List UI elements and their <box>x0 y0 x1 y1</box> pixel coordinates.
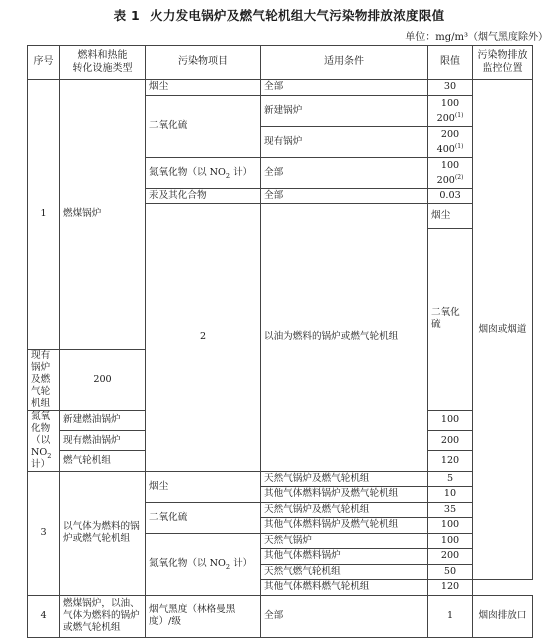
limit-cell: 5 <box>428 471 473 487</box>
condition-cell: 新建燃油锅炉 <box>60 410 146 430</box>
footnote-ref: (2) <box>454 173 464 181</box>
limit-cell: 0.03 <box>428 188 473 204</box>
pollutant-cell: 烟气黑度（林格曼黑度）/级 <box>146 595 261 637</box>
header-seq: 序号 <box>28 46 60 80</box>
pollutant-cell: 氮氧化物（以 $NO_2$ 计） <box>146 157 261 188</box>
limit-cell: 100 <box>428 533 473 549</box>
limit-value: 200$^{(2)}$ <box>436 173 464 186</box>
footnote-ref: (1) <box>454 111 464 119</box>
limit-cell: 120 <box>428 451 473 471</box>
limit-cell: 100 <box>428 410 473 430</box>
limit-cell: 30 <box>428 80 473 96</box>
pollutant-cell: 二氧化硫 <box>428 228 473 410</box>
limit-value: 200 <box>440 128 460 140</box>
condition-cell: 天然气锅炉 <box>261 533 428 549</box>
limit-cell <box>428 95 473 126</box>
fuel-cell: 以油为燃料的锅炉或燃气轮机组 <box>261 204 428 472</box>
pollutant-cell: 二氧化硫 <box>146 95 261 157</box>
header-pollutant: 污染物项目 <box>146 46 261 80</box>
fuel-cell: 燃煤锅炉 <box>60 80 146 350</box>
table-row <box>28 80 533 96</box>
seq-cell: 3 <box>28 471 60 595</box>
limit-value: 100 <box>440 159 460 171</box>
limit-cell: 10 <box>428 487 473 503</box>
pollutant-cell: 汞及其化合物 <box>146 188 261 204</box>
limit-value: 100 <box>440 97 460 109</box>
limit-value: 400$^{(1)}$ <box>436 142 464 155</box>
limit-cell: 200 <box>428 549 473 565</box>
table-row <box>28 595 533 637</box>
fuel-cell: 以气体为燃料的锅炉或燃气轮机组 <box>60 471 146 595</box>
condition-cell: 现有锅炉 <box>261 126 428 157</box>
condition-cell: 燃气轮机组 <box>60 451 146 471</box>
limit-cell: 120 <box>428 580 473 596</box>
limit-cell: 1 <box>428 595 473 637</box>
condition-cell: 全部 <box>261 595 428 637</box>
condition-cell: 其他气体燃料锅炉 <box>261 549 428 565</box>
header-monitor <box>473 46 533 80</box>
limit-cell: 35 <box>428 502 473 518</box>
limit-cell: 200 <box>60 349 146 410</box>
header-limit: 限值 <box>428 46 473 80</box>
header-row <box>28 46 533 80</box>
seq-cell: 4 <box>28 595 60 637</box>
monitor-cell: 烟囱排放口 <box>473 595 533 637</box>
pollutant-cell: 烟尘 <box>146 471 261 502</box>
seq-cell: 1 <box>28 80 60 350</box>
footnote-ref: (1) <box>454 142 464 150</box>
condition-cell: 天然气锅炉及燃气轮机组 <box>261 502 428 518</box>
limit-cell: 200 <box>428 431 473 451</box>
condition-cell: 天然气锅炉及燃气轮机组 <box>261 471 428 487</box>
condition-cell: 其他气体燃料锅炉及燃气轮机组 <box>261 518 428 534</box>
pollutant-cell: 烟尘 <box>428 204 473 229</box>
pollutant-cell: 氮氧化物（以 $NO_2$ 计） <box>28 410 60 471</box>
unit-note: 单位：mg/m³（烟气黑度除外） <box>405 32 548 43</box>
header-monitor-line2: 监控位置 <box>482 62 523 74</box>
condition-cell: 全部 <box>261 80 428 96</box>
condition-cell: 全部 <box>261 188 428 204</box>
table-title <box>0 6 558 24</box>
condition-cell: 现有燃油锅炉 <box>60 431 146 451</box>
header-monitor-line1: 污染物排放 <box>477 50 528 61</box>
header-fuel <box>60 46 146 80</box>
header-fuel-line1: 燃料和热能 <box>77 50 128 61</box>
table-row <box>28 471 533 487</box>
limit-cell: 50 <box>428 564 473 580</box>
condition-cell: 新建锅炉 <box>261 95 428 126</box>
pollutant-cell: 二氧化硫 <box>146 502 261 533</box>
limit-cell: 100 <box>428 518 473 534</box>
condition-cell: 其他气体燃料燃气轮机组 <box>261 580 428 596</box>
condition-cell: 全部 <box>261 157 428 188</box>
table-number: 表 1 <box>113 8 141 23</box>
limit-cell <box>428 126 473 157</box>
fuel-cell: 燃煤锅炉，以油、气体为燃料的锅炉或燃气轮机组 <box>60 595 146 637</box>
monitor-cell: 烟囱或烟道 <box>473 80 533 580</box>
pollutant-cell: 烟尘 <box>146 80 261 96</box>
condition-cell: 其他气体燃料锅炉及燃气轮机组 <box>261 487 428 503</box>
pollutant-cell: 氮氧化物（以 $NO_2$ 计） <box>146 533 261 595</box>
condition-cell: 天然气燃气轮机组 <box>261 564 428 580</box>
seq-cell: 2 <box>146 204 261 472</box>
condition-cell: 现有锅炉及燃气轮机组 <box>28 349 60 410</box>
limit-cell <box>428 157 473 188</box>
header-condition: 适用条件 <box>261 46 428 80</box>
emission-limits-table <box>27 45 533 638</box>
limit-value: 200$^{(1)}$ <box>436 111 464 124</box>
table-title-text: 火力发电锅炉及燃气轮机组大气污染物排放浓度限值 <box>150 8 445 23</box>
header-fuel-line2: 转化设施类型 <box>72 62 133 74</box>
